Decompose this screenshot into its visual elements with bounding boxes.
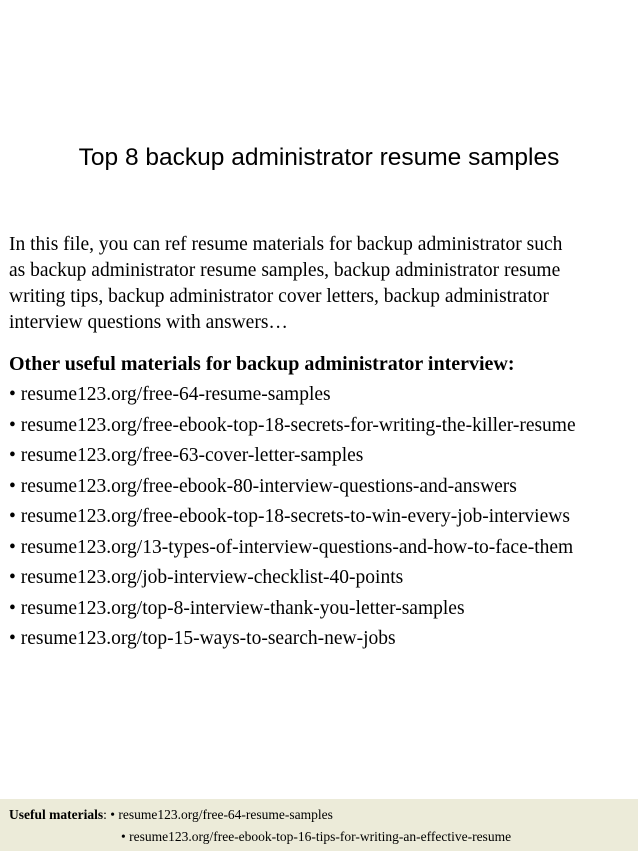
materials-link[interactable]: • resume123.org/free-ebook-80-interview-questions-and-answers bbox=[9, 475, 517, 497]
footer-link[interactable]: • resume123.org/free-ebook-top-16-tips-for-writing-an-effective-resume bbox=[121, 829, 512, 844]
intro-line: writing tips, backup administrator cover letters, backup administrator bbox=[9, 286, 549, 307]
materials-heading: Other useful materials for backup administrator interview: bbox=[9, 353, 515, 375]
materials-link[interactable]: • resume123.org/free-64-resume-samples bbox=[9, 384, 331, 405]
intro-line: In this file, you can ref resume materials for backup administrator such bbox=[9, 234, 563, 255]
footer-bar bbox=[0, 799, 638, 851]
intro-line: interview questions with answers… bbox=[9, 312, 288, 333]
materials-link[interactable]: • resume123.org/13-types-of-interview-questions-and-how-to-face-them bbox=[9, 536, 574, 558]
footer-label: Useful materials bbox=[9, 807, 104, 822]
materials-link[interactable]: • resume123.org/free-ebook-top-18-secrets-for-writing-the-killer-resume bbox=[9, 414, 576, 436]
materials-link[interactable]: • resume123.org/free-63-cover-letter-samples bbox=[9, 445, 364, 466]
footer-separator: : bbox=[103, 807, 111, 822]
page-title: Top 8 backup administrator resume samples bbox=[78, 144, 560, 171]
materials-link[interactable]: • resume123.org/job-interview-checklist-40-points bbox=[9, 567, 404, 588]
footer-row bbox=[9, 807, 333, 823]
footer-link[interactable]: • resume123.org/free-64-resume-samples bbox=[110, 807, 333, 822]
footer-row bbox=[121, 829, 511, 845]
intro-paragraph bbox=[9, 232, 635, 336]
materials-link[interactable]: • resume123.org/top-15-ways-to-search-new-jobs bbox=[9, 628, 396, 649]
materials-link[interactable]: • resume123.org/free-ebook-top-18-secrets-to-win-every-job-interviews bbox=[9, 506, 570, 527]
intro-line: as backup administrator resume samples, backup administrator resume bbox=[9, 260, 561, 281]
materials-link[interactable]: • resume123.org/top-8-interview-thank-you-letter-samples bbox=[9, 597, 465, 619]
materials-link-list bbox=[9, 380, 637, 655]
